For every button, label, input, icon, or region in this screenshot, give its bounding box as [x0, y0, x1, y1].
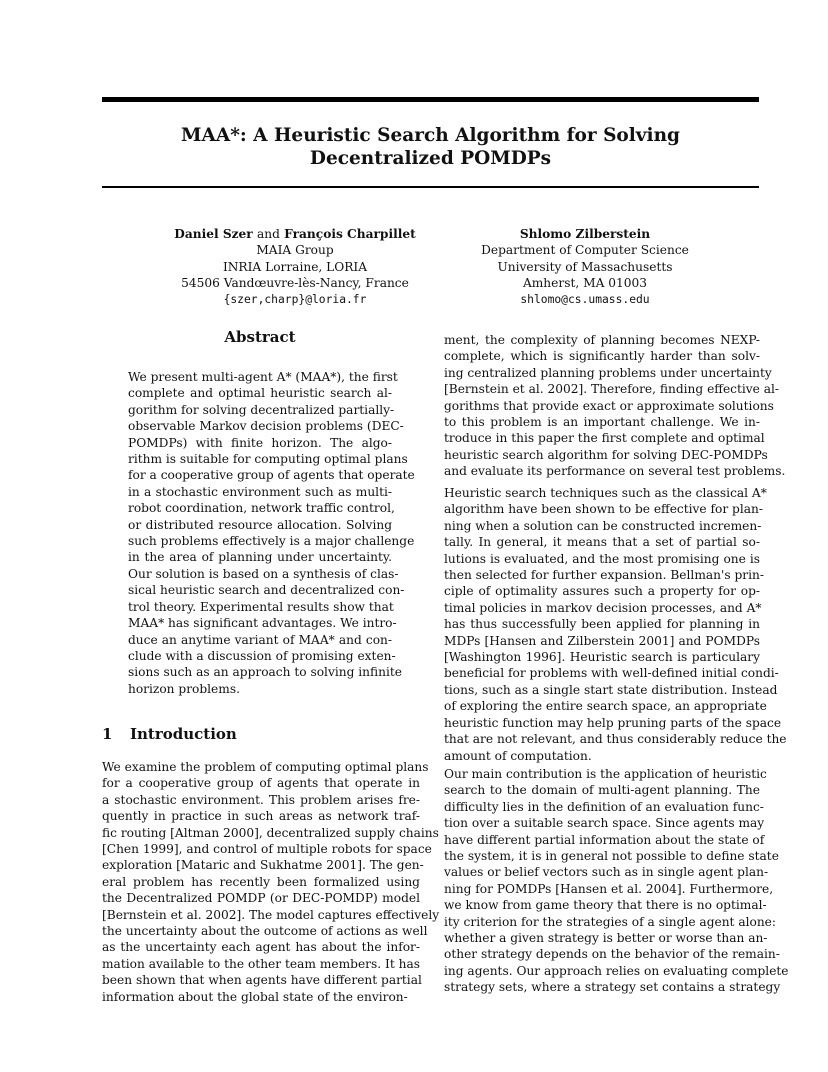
text-line: heuristic search algorithm for solving DEC-POMDPs	[444, 447, 768, 462]
text-line: the uncertainty about the outcome of actions as well	[102, 924, 428, 939]
author-names-left	[140, 226, 450, 242]
text-line: exploration [Mataric and Sukhatme 2001]. The gen-	[102, 858, 424, 873]
text-line: search to the domain of multi-agent planning. The	[444, 783, 760, 798]
text-line: We examine the problem of computing optimal plans	[102, 760, 429, 774]
section-heading	[102, 724, 422, 744]
text-line: MDPs [Hansen and Zilberstein 2001] and POMDPs	[444, 633, 760, 648]
affiliation-line: 54506 Vandœuvre-lès-Nancy, France	[181, 276, 409, 291]
text-line: ciple of optimality assures such a property for op-	[444, 584, 760, 599]
text-line: a stochastic environment. This problem arises fre-	[102, 792, 420, 807]
text-line: has thus successfully been applied for planning in	[444, 617, 760, 632]
text-line: eral problem has recently been formalized using	[102, 874, 420, 889]
left-column-text	[102, 759, 440, 1005]
author-block-right	[450, 226, 720, 308]
text-line: ment, the complexity of planning becomes NEXP-	[444, 333, 760, 347]
text-line: algorithm have been shown to be effective for plan-	[444, 502, 763, 517]
text-line: ning for POMDPs [Hansen et al. 2004]. Furthermore,	[444, 881, 774, 896]
text-line: tion over a suitable search space. Since agents may	[444, 816, 765, 831]
title-bottom-rule	[102, 186, 759, 188]
text-line: MAA* has significant advantages. We intro-	[128, 616, 397, 631]
text-line: then selected for further expansion. Bellman's prin-	[444, 568, 764, 583]
title-line-2: Decentralized POMDPs	[309, 148, 552, 169]
text-line: quently in practice in such areas as network traf-	[102, 809, 420, 824]
paragraph	[444, 332, 786, 480]
text-line: that are not relevant, and thus considerably reduce the	[444, 732, 787, 747]
text-line: ing centralized planning problems under uncertainty	[444, 365, 772, 380]
affiliation-line: Department of Computer Science	[481, 243, 689, 258]
text-line: mation available to the other team members. It has	[102, 956, 420, 971]
text-line: values or belief vectors such as in single agent plan-	[444, 865, 769, 880]
text-line: heuristic function may help pruning parts of the space	[444, 715, 782, 730]
text-line: duce an anytime variant of MAA* and con-	[128, 632, 392, 647]
text-line: timal policies in markov decision processes, and A*	[444, 600, 762, 615]
paragraph	[444, 766, 789, 996]
text-line: of exploring the entire search space, an appropriate	[444, 699, 767, 714]
text-line: gorithm for solving decentralized partially-	[128, 402, 395, 417]
text-line: sical heuristic search and decentralized con-	[128, 583, 405, 598]
paper-title	[102, 124, 759, 170]
text-line: Our main contribution is the application of heuristic	[444, 767, 767, 781]
text-line: amount of computation.	[444, 748, 592, 763]
text-line: in a stochastic environment such as multi-	[128, 484, 392, 499]
text-line: the Decentralized POMDP (or DEC-POMDP) model	[102, 891, 420, 906]
text-line: ing agents. Our approach relies on evaluating complete	[444, 963, 789, 978]
text-line: [Chen 1999], and control of multiple robots for space	[102, 842, 432, 857]
text-line: have different partial information about the state of	[444, 832, 765, 847]
author-name: Daniel Szer	[174, 227, 253, 241]
text-line: [Bernstein et al. 2002]. Therefore, finding effective al-	[444, 382, 780, 397]
text-line: We present multi-agent A* (MAA*), the first	[128, 370, 398, 384]
text-line: sions such as an approach to solving infinite	[128, 665, 402, 680]
text-line: ity criterion for the strategies of a single agent alone:	[444, 914, 776, 929]
text-line: difficulty lies in the definition of an evaluation func-	[444, 799, 764, 814]
author-email: {szer,charp}@loria.fr	[223, 292, 367, 306]
text-line: [Bernstein et al. 2002]. The model captures effectively	[102, 907, 440, 922]
text-line: to this problem is an important challenge. We in-	[444, 415, 760, 430]
section-number: 1	[102, 725, 113, 743]
text-line: Our solution is based on a synthesis of clas-	[128, 566, 399, 581]
affiliation-line: INRIA Lorraine, LORIA	[222, 259, 368, 274]
text-line: information about the global state of the environ-	[102, 989, 408, 1004]
text-line: tions, such as a single start state distribution. Instead	[444, 682, 778, 697]
text-line: in the area of planning under uncertainty.	[128, 550, 392, 565]
title-line-1: MAA*: A Heuristic Search Algorithm for Solving	[181, 125, 680, 146]
author-block-left	[140, 226, 450, 308]
affiliation-line: MAIA Group	[256, 243, 334, 258]
text-line: clude with a discussion of promising exten-	[128, 648, 396, 663]
text-line: as the uncertainty each agent has about the infor-	[102, 940, 420, 955]
top-rule	[102, 97, 759, 102]
author-name: François Charpillet	[284, 227, 416, 241]
text-line: for a cooperative group of agents that operate	[128, 468, 415, 483]
text-line: gorithms that provide exact or approximate solutions	[444, 398, 774, 413]
abstract-heading: Abstract	[224, 328, 296, 346]
text-line: observable Markov decision problems (DEC-	[128, 419, 404, 434]
text-line: tally. In general, it means that a set of partial so-	[444, 535, 760, 550]
text-line: [Washington 1996]. Heuristic search is particulary	[444, 650, 760, 665]
text-line: complete, which is significantly harder than solv-	[444, 349, 760, 364]
abstract-body	[128, 369, 415, 697]
author-email: shlomo@cs.umass.edu	[520, 292, 650, 306]
text-line: or distributed resource allocation. Solving	[128, 517, 392, 532]
text-line: other strategy depends on the behavior of the remain-	[444, 947, 780, 962]
text-line: troduce in this paper the first complete and optimal	[444, 431, 765, 446]
section-title: Introduction	[130, 725, 237, 743]
text-line: for a cooperative group of agents that operate in	[102, 776, 420, 791]
text-line: complete and optimal heuristic search al-	[128, 386, 392, 401]
author-name: Shlomo Zilberstein	[519, 227, 651, 241]
author-conjunction: and	[256, 227, 280, 241]
text-line: Heuristic search techniques such as the classical A*	[444, 486, 767, 500]
text-line: the system, it is in general not possible to define state	[444, 849, 779, 864]
text-line: beneficial for problems with well-defined initial condi-	[444, 666, 779, 681]
affiliation-line: University of Massachusetts	[497, 259, 673, 274]
text-line: and evaluate its performance on several test problems.	[444, 464, 786, 479]
text-line: been shown that when agents have different partial	[102, 973, 422, 988]
text-line: fic routing [Altman 2000], decentralized supply chains	[102, 825, 439, 840]
text-line: whether a given strategy is better or worse than an-	[444, 931, 768, 946]
text-line: robot coordination, network traffic control,	[128, 501, 395, 516]
text-line: ning when a solution can be constructed incremen-	[444, 518, 762, 533]
text-line: POMDPs) with finite horizon. The algo-	[128, 435, 392, 450]
text-line: we know from game theory that there is no optimal-	[444, 898, 767, 913]
text-line: trol theory. Experimental results show that	[128, 599, 394, 614]
text-line: rithm is suitable for computing optimal plans	[128, 452, 408, 467]
text-line: horizon problems.	[128, 681, 240, 696]
text-line: lutions is evaluated, and the most promising one is	[444, 551, 760, 566]
paragraph	[444, 485, 787, 764]
text-line: strategy sets, where a strategy set contains a strategy	[444, 980, 781, 995]
affiliation-line: Amherst, MA 01003	[522, 276, 648, 291]
text-line: such problems effectively is a major challenge	[128, 534, 415, 549]
